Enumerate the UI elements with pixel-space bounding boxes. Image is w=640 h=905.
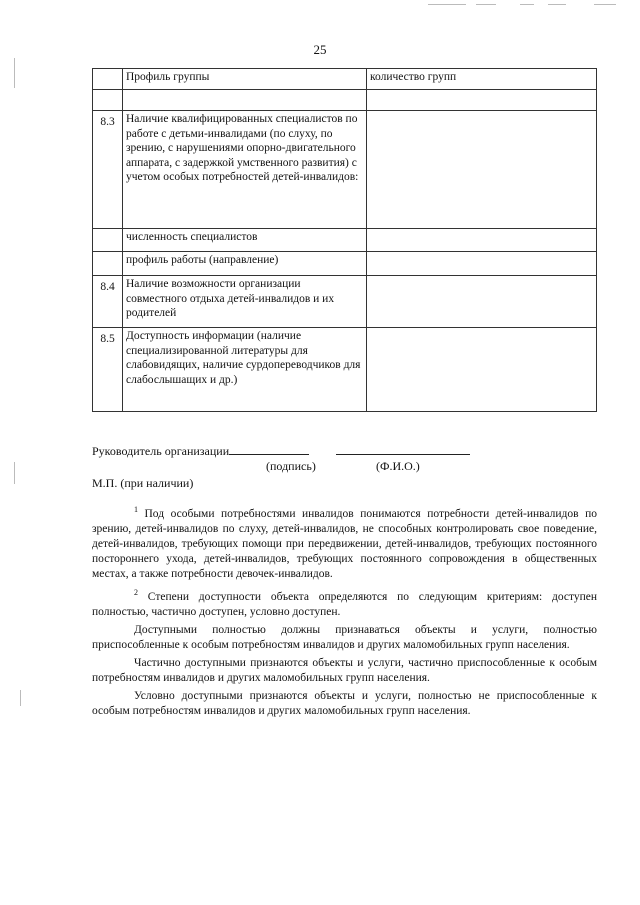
name-blank[interactable] [336,443,470,455]
scan-artifact [520,4,534,5]
footnote-text: Степени доступности объекта определяются по следующим критериям: доступен полностью, частично доступен, условно доступен. [92,590,597,618]
row-value [367,328,597,412]
row-number [93,90,123,111]
head-label: Руководитель организации [92,444,230,458]
table-row [93,69,597,90]
table-row [93,90,597,111]
table-row [93,111,597,229]
scan-artifact [20,690,21,706]
row-label: Наличие квалифицированных специалистов по работе с детьми-инвалидами (по слуху, по зрению, с нарушениями опорно-двигательного аппарата, с задержкой умственного развития) с учетом особых потребностей детей-инвалидов: [123,111,367,229]
footnote-text: Под особыми потребностями инвалидов понимаются потребности детей-инвалидов по зрению, детей-инвалидов по слуху, детей-инвалидов, не способных контролировать свое поведение, детей-инвалидов, требующих помощи при передвижении, детей-инвалидов, требующих постоянного постороннего ухода, детей-инвалидов, требующих постоянного сопровождения в общественных местах, а также потребности девочек-инвалидов. [92,507,597,580]
footnote-mark: 2 [134,587,138,597]
table-row [93,276,597,328]
row-number: 8.5 [93,328,123,412]
scan-artifact [476,4,496,5]
page-number: 25 [313,42,327,57]
stamp-label: М.П. (при наличии) [92,476,194,490]
row-label [123,90,367,111]
scan-artifact [594,4,616,5]
name-caption: (Ф.И.О.) [376,459,420,473]
paragraph-full: Доступными полностью должны признаваться объекты и услуги, полностью приспособленные к особым потребностям инвалидов и других маломобильных групп населения. [92,623,597,651]
row-value [367,111,597,229]
row-value [367,252,597,276]
row-label: Доступность информации (наличие специализированной литературы для слабовидящих, наличие сурдопереводчиков для слабослышащих и др.) [123,328,367,412]
signature-line [92,443,470,459]
footnotes [92,502,597,719]
row-number [93,252,123,276]
table-row [93,229,597,252]
accessibility-table [92,68,597,412]
signature-blank[interactable] [229,443,309,455]
row-label: Профиль группы [123,69,367,90]
scan-artifact [14,58,15,88]
row-label: профиль работы (направление) [123,252,367,276]
paragraph-conditional: Условно доступными признаются объекты и услуги, полностью не приспособленные к особым потребностям инвалидов и других маломобильных групп населения. [92,689,597,717]
scan-artifact [548,4,566,5]
table-row [93,252,597,276]
row-number [93,229,123,252]
row-number [93,69,123,90]
row-value: количество групп [367,69,597,90]
row-number: 8.3 [93,111,123,229]
row-value [367,229,597,252]
sign-caption: (подпись) [266,459,316,473]
row-value [367,276,597,328]
paragraph-partial: Частично доступными признаются объекты и услуги, частично приспособленные к особым потребностям инвалидов и других маломобильных групп населения. [92,656,597,684]
scan-artifact [14,462,15,484]
table-row [93,328,597,412]
footnote-mark: 1 [134,505,138,514]
scan-artifact [428,4,466,5]
row-value [367,90,597,111]
row-label: численность специалистов [123,229,367,252]
row-label: Наличие возможности организации совместного отдыха детей-инвалидов и их родителей [123,276,367,328]
row-number: 8.4 [93,276,123,328]
footnote-2 [92,585,597,620]
footnote-1 [92,502,597,582]
